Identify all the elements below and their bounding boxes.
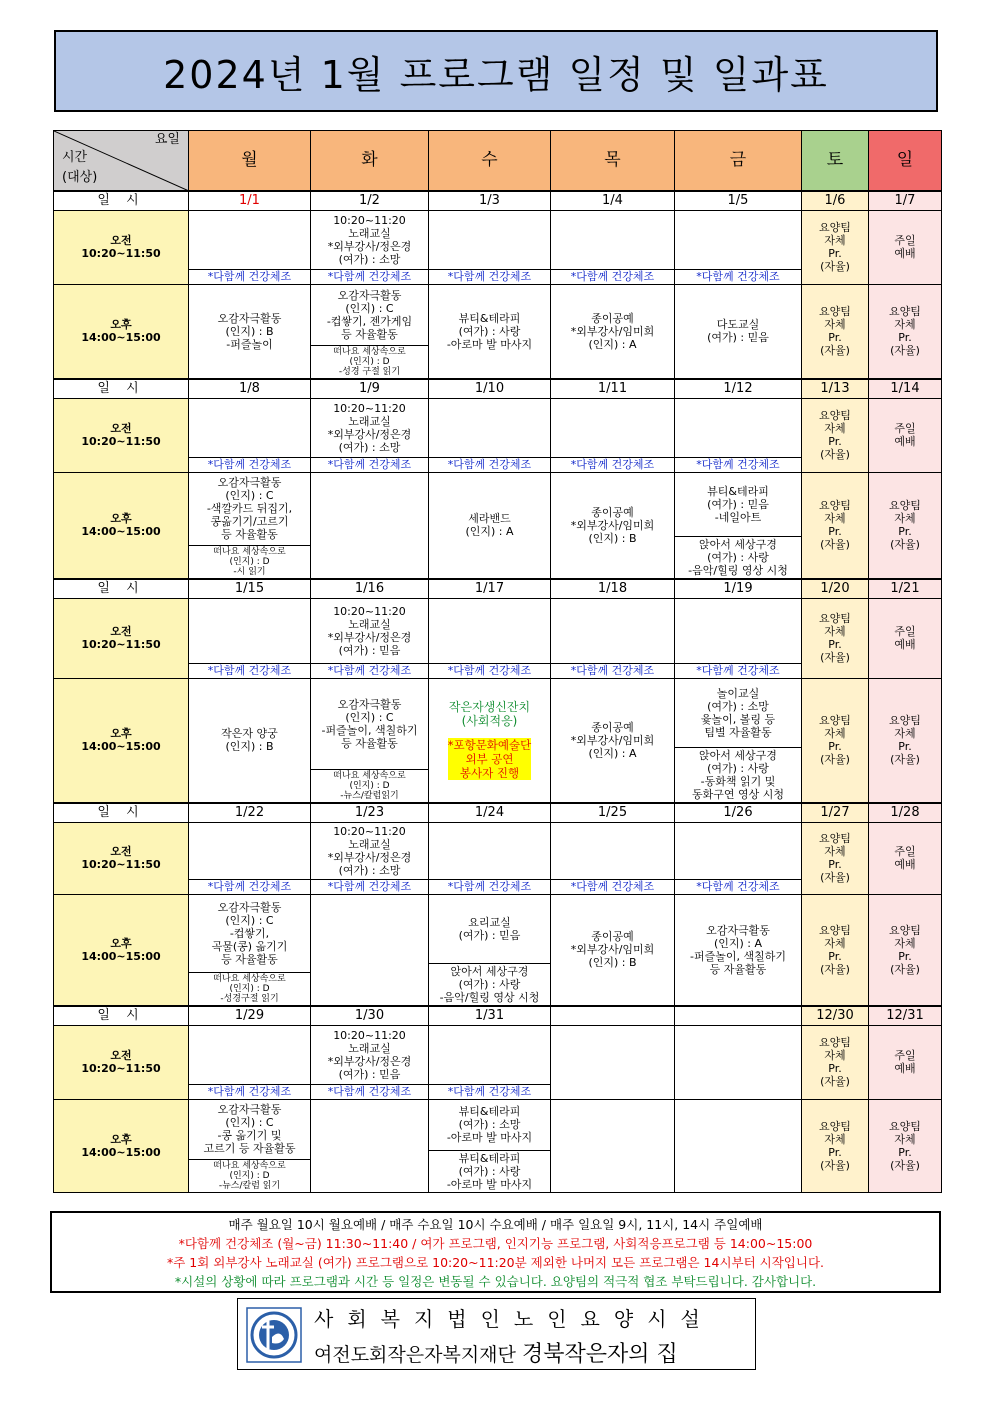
am-row <box>54 598 942 678</box>
sunday-worship: 주일 예배 <box>869 822 942 894</box>
pm-sub-program: 떠나요 세상속으로 (인지) : D -성경구절 읽기 <box>189 972 310 1005</box>
pm-sub-program: 뷰티&테라피 (여가) : 사랑 -아로마 발 마사지 <box>429 1150 550 1192</box>
date-cell: 1/17 <box>429 579 551 599</box>
am-time-label: 오전 10:20~11:50 <box>54 1025 189 1099</box>
singing-class-info: 10:20~11:20 노래교실 *외부강사/정은경 <box>327 401 412 441</box>
health-exercise: *다함께 건강체조 <box>189 663 310 678</box>
date-row <box>54 191 942 211</box>
footer-foundation: 여전도회작은자복지재단 <box>314 1344 522 1366</box>
am-cell <box>189 398 311 472</box>
health-exercise: *다함께 건강체조 <box>311 663 428 678</box>
sunday-worship: 주일 예배 <box>869 1025 942 1099</box>
pm-cell <box>675 1099 802 1192</box>
header-monday: 월 <box>189 131 311 191</box>
am-cell <box>551 1025 675 1099</box>
date-cell: 1/26 <box>675 803 802 823</box>
health-exercise: *다함께 건강체조 <box>189 1084 310 1099</box>
sunday-worship: 주일 예배 <box>869 398 942 472</box>
pm-time-label: 오후 14:00~15:00 <box>54 678 189 803</box>
pm-sub-program: 앉아서 세상구경 (여가) : 사랑 -음악/힐링 영상 시청 <box>429 963 550 1005</box>
pm-cell <box>675 894 802 1006</box>
am-cell <box>429 210 551 284</box>
pm-sub-program: 떠나요 세상속으로 (인지) : D -뉴스/칼럼읽기 <box>311 769 428 802</box>
pm-cell <box>311 472 429 579</box>
pm-cell <box>429 472 551 579</box>
date-cell: 1/1 <box>189 191 311 211</box>
header-corner <box>54 131 189 191</box>
health-exercise: *다함께 건강체조 <box>429 1084 550 1099</box>
am-cell <box>311 398 429 472</box>
saturday-pm-program: 요양팀 자체 Pr. (자율) <box>802 1099 869 1192</box>
pm-program: 뷰티&테라피 (여가) : 소망 -아로마 발 마사지 <box>446 1105 533 1144</box>
pm-program: 종이공예 *외부강사/임미희 (인지) : B <box>570 930 655 969</box>
am-row <box>54 822 942 894</box>
note-change: *시설의 상황에 따라 프로그램과 시간 등 일정은 변동될 수 있습니다. 요양팀의 적극적 협조 부탁드립니다. 감사합니다. <box>174 1274 817 1289</box>
date-cell: 1/14 <box>869 379 942 399</box>
am-cell <box>675 822 802 894</box>
singing-class-target: (여가) : 소망 <box>338 863 401 877</box>
schedule-table <box>53 130 942 1193</box>
date-cell: 1/15 <box>189 579 311 599</box>
pm-program: 뷰티&테라피 (여가) : 믿음 -네일아트 <box>707 484 769 524</box>
pm-row <box>54 894 942 1006</box>
singing-class-target: (여가) : 소망 <box>338 252 401 266</box>
sunday-pm-program: 요양팀 자체 Pr. (자율) <box>869 1099 942 1192</box>
pm-time-label: 오후 14:00~15:00 <box>54 284 189 379</box>
header-friday: 금 <box>675 131 802 191</box>
date-cell <box>551 1006 675 1026</box>
pm-cell <box>311 678 429 803</box>
singing-class-info: 10:20~11:20 노래교실 *외부강사/정은경 <box>327 213 412 253</box>
header-row <box>54 131 942 191</box>
pm-cell <box>311 284 429 379</box>
pm-program: 오감자극활동 (인지) : C -콩 옮기기 및 고르기 등 자율활동 <box>203 1103 296 1155</box>
note-health: *다함께 건강체조 (월~금) 11:30~11:40 / 여가 프로그램, 인지기능 프로그램, 사회적응프로그램 등 14:00~15:00 <box>178 1236 813 1251</box>
page-title: 2024년 1월 프로그램 일정 및 일과표 <box>54 30 938 112</box>
health-exercise: *다함께 건강체조 <box>551 879 674 894</box>
date-cell: 1/7 <box>869 191 942 211</box>
am-row <box>54 398 942 472</box>
health-exercise: *다함께 건강체조 <box>429 879 550 894</box>
date-cell: 1/20 <box>802 579 869 599</box>
header-saturday: 토 <box>802 131 869 191</box>
sunday-pm-program: 요양팀 자체 Pr. (자율) <box>869 894 942 1006</box>
am-cell <box>675 1025 802 1099</box>
sunday-worship: 주일 예배 <box>869 210 942 284</box>
date-cell: 1/16 <box>311 579 429 599</box>
pm-cell <box>189 678 311 803</box>
date-cell: 1/29 <box>189 1006 311 1026</box>
pm-cell <box>675 284 802 379</box>
am-cell <box>311 210 429 284</box>
date-cell: 1/23 <box>311 803 429 823</box>
date-cell: 1/4 <box>551 191 675 211</box>
health-exercise: *다함께 건강체조 <box>551 269 674 284</box>
date-row-label: 일 시 <box>54 191 189 211</box>
health-exercise: *다함께 건강체조 <box>189 269 310 284</box>
birthday-party: 작은자생신잔치 (사회적응) <box>448 700 531 728</box>
am-cell <box>675 398 802 472</box>
header-thursday: 목 <box>551 131 675 191</box>
date-cell: 1/18 <box>551 579 675 599</box>
singing-class-target: (여가) : 믿음 <box>338 1067 401 1081</box>
pm-row <box>54 678 942 803</box>
pm-cell <box>429 894 551 1006</box>
pm-program: 종이공예 *외부강사/임미희 (인지) : A <box>570 720 655 760</box>
pm-cell <box>189 284 311 379</box>
date-cell: 1/30 <box>311 1006 429 1026</box>
header-wednesday: 수 <box>429 131 551 191</box>
date-row <box>54 579 942 599</box>
pm-program: 오감자극활동 (인지) : C -컵쌓기, 젠가게임 등 자율활동 <box>326 288 413 341</box>
health-exercise: *다함께 건강체조 <box>675 457 801 472</box>
corner-target-label: (대상) <box>62 170 98 185</box>
pm-time-label: 오후 14:00~15:00 <box>54 894 189 1006</box>
date-cell: 1/13 <box>802 379 869 399</box>
date-cell: 1/6 <box>802 191 869 211</box>
singing-class <box>328 402 412 454</box>
sunday-pm-program: 요양팀 자체 Pr. (자율) <box>869 678 942 803</box>
pm-cell <box>551 1099 675 1192</box>
am-time-label: 오전 10:20~11:50 <box>54 598 189 678</box>
saturday-am-program: 요양팀 자체 Pr. (자율) <box>802 822 869 894</box>
pm-cell <box>189 1099 311 1192</box>
pm-cell <box>675 472 802 579</box>
singing-class-info: 10:20~11:20 노래교실 *외부강사/정은경 <box>327 824 412 864</box>
am-cell <box>551 598 675 678</box>
singing-class <box>328 605 412 657</box>
date-cell: 1/25 <box>551 803 675 823</box>
pm-program: 오감자극활동 (인지) : C -컵쌓기, 곡물(콩) 옮기기 등 자율활동 <box>211 900 288 966</box>
am-cell <box>189 1025 311 1099</box>
am-row <box>54 1025 942 1099</box>
am-cell <box>189 822 311 894</box>
date-cell: 1/5 <box>675 191 802 211</box>
am-cell <box>311 1025 429 1099</box>
pm-program: 작은자 양궁 (인지) : B <box>221 727 278 753</box>
date-cell: 12/31 <box>869 1006 942 1026</box>
foundation-logo-icon <box>246 1307 302 1363</box>
date-cell <box>675 1006 802 1026</box>
pm-cell <box>429 678 551 803</box>
pm-cell <box>551 284 675 379</box>
am-cell <box>429 598 551 678</box>
note-program-start: *주 1회 외부강사 노래교실 (여가) 프로그램으로 10:20~11:20분 제외한 나머지 모든 프로그램은 14시부터 시작입니다. <box>166 1255 825 1270</box>
saturday-pm-program: 요양팀 자체 Pr. (자율) <box>802 678 869 803</box>
date-cell: 1/11 <box>551 379 675 399</box>
am-cell <box>551 210 675 284</box>
singing-class-info: 10:20~11:20 노래교실 *외부강사/정은경 <box>327 604 412 644</box>
health-exercise: *다함께 건강체조 <box>551 457 674 472</box>
am-cell <box>675 598 802 678</box>
singing-class <box>328 1029 412 1081</box>
pm-program: 종이공예 *외부강사/임미희 (인지) : A <box>570 311 655 351</box>
am-time-label: 오전 10:20~11:50 <box>54 210 189 284</box>
health-exercise: *다함께 건강체조 <box>429 457 550 472</box>
health-exercise: *다함께 건강체조 <box>311 1084 428 1099</box>
saturday-pm-program: 요양팀 자체 Pr. (자율) <box>802 472 869 579</box>
singing-class-target: (여가) : 소망 <box>338 440 401 454</box>
pm-cell <box>189 894 311 1006</box>
pm-sub-program: 떠나요 세상속으로 (인지) : D -성경 구절 읽기 <box>311 345 428 378</box>
pm-program: 놀이교실 (여가) : 소망 윷놀이, 볼링 등 팀별 자율활동 <box>700 686 776 739</box>
pm-sub-program: 떠나요 세상속으로 (인지) : D -시 읽기 <box>189 545 310 578</box>
am-cell <box>551 398 675 472</box>
am-cell <box>311 598 429 678</box>
pm-cell <box>311 894 429 1006</box>
pm-program: 다도교실 (여가) : 믿음 <box>707 318 769 344</box>
footer-line-2 <box>314 1337 754 1368</box>
date-cell: 1/22 <box>189 803 311 823</box>
date-row-label: 일 시 <box>54 803 189 823</box>
health-exercise: *다함께 건강체조 <box>551 663 674 678</box>
am-cell <box>429 398 551 472</box>
footer-box <box>237 1298 756 1370</box>
date-row <box>54 1006 942 1026</box>
pm-row <box>54 472 942 579</box>
external-performance: *포항문화예술단 외부 공연 봉사자 진행 <box>447 738 532 780</box>
singing-class-info: 10:20~11:20 노래교실 *외부강사/정은경 <box>327 1028 412 1068</box>
saturday-am-program: 요양팀 자체 Pr. (자율) <box>802 598 869 678</box>
date-cell: 1/21 <box>869 579 942 599</box>
am-cell <box>189 598 311 678</box>
pm-program: 요리교실 (여가) : 믿음 <box>458 915 521 942</box>
date-row <box>54 803 942 823</box>
date-cell: 1/10 <box>429 379 551 399</box>
date-cell: 1/2 <box>311 191 429 211</box>
health-exercise: *다함께 건강체조 <box>675 879 801 894</box>
health-exercise: *다함께 건강체조 <box>311 457 428 472</box>
date-cell: 1/27 <box>802 803 869 823</box>
pm-row <box>54 284 942 379</box>
pm-program: 오감자극활동 (인지) : A -퍼즐놀이, 색칠하기 등 자율활동 <box>690 923 786 976</box>
health-exercise: *다함께 건강체조 <box>429 663 550 678</box>
pm-cell <box>311 1099 429 1192</box>
header-tuesday: 화 <box>311 131 429 191</box>
pm-program: 오감자극활동 (인지) : C -색깔카드 뒤집기, 콩옮기기/고르기 등 자율활동 <box>206 476 293 541</box>
pm-cell <box>551 678 675 803</box>
pm-program: 세라밴드 (인지) : A <box>465 512 514 538</box>
pm-cell <box>551 894 675 1006</box>
health-exercise: *다함께 건강체조 <box>311 879 428 894</box>
am-cell <box>675 210 802 284</box>
am-time-label: 오전 10:20~11:50 <box>54 398 189 472</box>
sunday-pm-program: 요양팀 자체 Pr. (자율) <box>869 284 942 379</box>
date-row-label: 일 시 <box>54 379 189 399</box>
pm-cell <box>429 284 551 379</box>
am-cell <box>551 822 675 894</box>
pm-program: 뷰티&테라피 (여가) : 사랑 -아로마 발 마사지 <box>446 311 533 351</box>
date-row-label: 일 시 <box>54 1006 189 1026</box>
health-exercise: *다함께 건강체조 <box>675 269 801 284</box>
sunday-worship: 주일 예배 <box>869 598 942 678</box>
pm-time-label: 오후 14:00~15:00 <box>54 1099 189 1192</box>
saturday-am-program: 요양팀 자체 Pr. (자율) <box>802 398 869 472</box>
saturday-pm-program: 요양팀 자체 Pr. (자율) <box>802 894 869 1006</box>
health-exercise: *다함께 건강체조 <box>675 663 801 678</box>
am-cell <box>429 822 551 894</box>
am-row <box>54 210 942 284</box>
pm-row <box>54 1099 942 1192</box>
footer-facility-name: 경북작은자의 집 <box>521 1342 678 1367</box>
singing-class-target: (여가) : 믿음 <box>338 643 401 657</box>
singing-class <box>328 214 412 266</box>
pm-cell <box>551 472 675 579</box>
saturday-pm-program: 요양팀 자체 Pr. (자율) <box>802 284 869 379</box>
am-cell <box>311 822 429 894</box>
am-time-label: 오전 10:20~11:50 <box>54 822 189 894</box>
date-cell: 1/12 <box>675 379 802 399</box>
corner-time-label: 시간 <box>62 150 88 165</box>
pm-sub-program: 떠나요 세상속으로 (인지) : D -뉴스/칼럼 읽기 <box>189 1159 310 1192</box>
pm-program: 종이공예 *외부강사/임미희 (인지) : B <box>570 505 655 545</box>
pm-cell <box>189 472 311 579</box>
date-cell: 1/31 <box>429 1006 551 1026</box>
sunday-pm-program: 요양팀 자체 Pr. (자율) <box>869 472 942 579</box>
date-cell: 1/9 <box>311 379 429 399</box>
date-row <box>54 379 942 399</box>
saturday-am-program: 요양팀 자체 Pr. (자율) <box>802 210 869 284</box>
pm-cell <box>675 678 802 803</box>
note-worship: 매주 월요일 10시 월요예배 / 매주 수요일 10시 수요예배 / 매주 일요일 9시, 11시, 14시 주일예배 <box>228 1217 763 1232</box>
corner-day-label: 요일 <box>154 132 180 147</box>
date-cell: 1/19 <box>675 579 802 599</box>
date-cell: 12/30 <box>802 1006 869 1026</box>
saturday-am-program: 요양팀 자체 Pr. (자율) <box>802 1025 869 1099</box>
date-cell: 1/8 <box>189 379 311 399</box>
pm-program: 오감자극활동 (인지) : B -퍼즐놀이 <box>217 311 282 351</box>
health-exercise: *다함께 건강체조 <box>189 879 310 894</box>
pm-sub-program: 앉아서 세상구경 (여가) : 사랑 -음악/힐링 영상 시청 <box>675 536 801 578</box>
pm-cell <box>429 1099 551 1192</box>
date-row-label: 일 시 <box>54 579 189 599</box>
pm-sub-program: 앉아서 세상구경 (여가) : 사랑 -동화책 읽기 및 동화구연 영상 시청 <box>675 747 801 802</box>
pm-time-label: 오후 14:00~15:00 <box>54 472 189 579</box>
header-sunday: 일 <box>869 131 942 191</box>
date-cell: 1/28 <box>869 803 942 823</box>
pm-program: 오감자극활동 (인지) : C -퍼즐놀이, 색칠하기 등 자율활동 <box>321 697 418 750</box>
date-cell: 1/24 <box>429 803 551 823</box>
am-cell <box>189 210 311 284</box>
notes-box <box>50 1211 941 1293</box>
am-cell <box>429 1025 551 1099</box>
health-exercise: *다함께 건강체조 <box>189 457 310 472</box>
singing-class <box>328 825 412 877</box>
date-cell: 1/3 <box>429 191 551 211</box>
health-exercise: *다함께 건강체조 <box>429 269 550 284</box>
footer-line-1: 사회복지법인노인요양시설 <box>314 1307 714 1331</box>
health-exercise: *다함께 건강체조 <box>311 269 428 284</box>
